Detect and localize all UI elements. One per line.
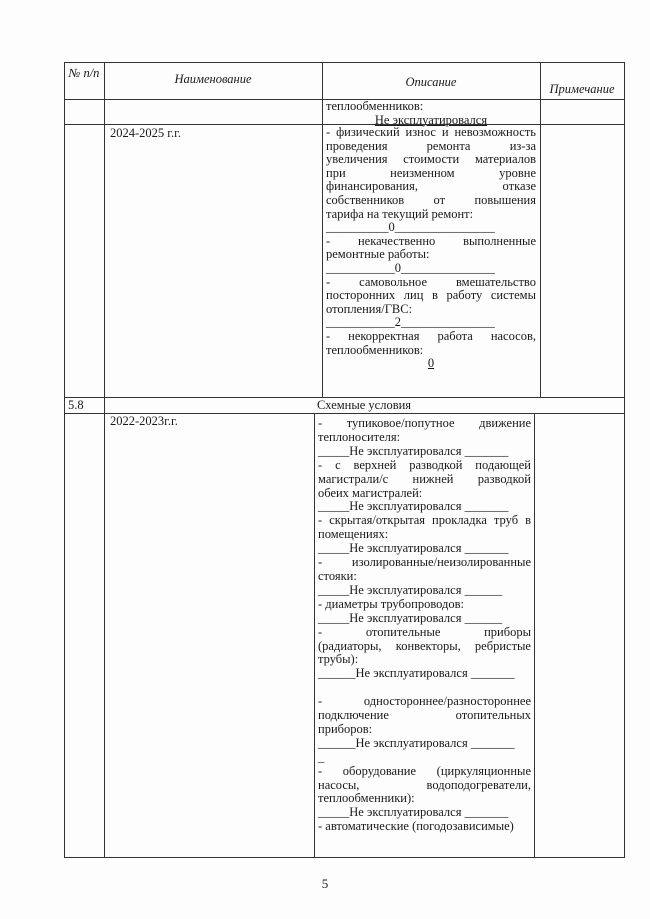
- section-title: Схемные условия: [316, 398, 412, 412]
- desc-line: - автоматические (погодозависимые): [318, 819, 514, 834]
- desc-line: _____Не эксплуатировался ______: [318, 610, 503, 625]
- header-number: № п/п: [68, 66, 100, 80]
- desc-line: ______Не эксплуатировался _______: [318, 666, 515, 681]
- row-name-2024: 2024-2025 г.г.: [110, 126, 181, 140]
- desc-line: стояки:: [318, 568, 357, 583]
- desc-line: финансирования, отказе: [326, 179, 536, 194]
- desc-line: - самовольное вмешательство: [326, 274, 536, 289]
- desc-line: _____Не эксплуатировался _______: [318, 805, 509, 820]
- row-description-2022: [318, 417, 531, 834]
- desc-line: _: [318, 749, 325, 764]
- desc-line: обеих магистралей:: [318, 485, 423, 500]
- desc-line: - некачественно выполненные: [326, 233, 536, 248]
- desc-line: теплообменники):: [318, 791, 415, 806]
- desc-line: _____Не эксплуатировался _______: [318, 443, 509, 458]
- desc-line: _____Не эксплуатировался ______: [318, 582, 503, 597]
- row-description-2024: [326, 126, 536, 371]
- desc-line: _____Не эксплуатировался _______: [318, 499, 509, 514]
- desc-line: тарифа на текущий ремонт:: [326, 206, 474, 221]
- desc-line: магистрали/с нижней разводкой: [318, 471, 531, 486]
- desc-line: - некорректная работа насосов,: [326, 328, 536, 343]
- table-divider-3b: [534, 413, 535, 857]
- desc-line: ___________0_______________: [326, 260, 495, 275]
- desc-line: подключение отопительных: [318, 708, 531, 723]
- desc-line: __________0________________: [326, 220, 495, 235]
- desc-line: теплообменников:: [326, 99, 424, 113]
- section-number: 5.8: [68, 398, 84, 412]
- desc-line: - физический износ и невозможность: [326, 125, 536, 139]
- table-border-bottom: [64, 857, 625, 858]
- table-divider-3: [540, 62, 541, 397]
- row-line-1a: [64, 124, 104, 125]
- table-divider-1: [104, 62, 105, 857]
- table-divider-2b: [314, 413, 315, 857]
- desc-line: проведения ремонта из-за: [326, 138, 536, 153]
- desc-line: - диаметры трубопроводов:: [318, 596, 465, 611]
- desc-line: отопления/ГВС:: [326, 301, 413, 316]
- desc-line: Не эксплуатировался: [374, 112, 488, 127]
- header-description: Описание: [405, 75, 457, 89]
- desc-line: [318, 681, 531, 695]
- desc-line: - скрытая/открытая прокладка труб в: [318, 513, 531, 528]
- desc-line: при неизменном уровне: [326, 165, 536, 180]
- table-border-right: [624, 62, 625, 857]
- desc-line: - отопительные приборы: [318, 624, 531, 639]
- table-border-left: [64, 62, 65, 857]
- desc-line: 0: [427, 356, 435, 371]
- desc-line: приборов:: [318, 721, 373, 736]
- desc-line: - изолированные/неизолированные: [318, 555, 531, 570]
- desc-line: ремонтные работы:: [326, 247, 430, 262]
- page-number: 5: [321, 876, 329, 891]
- desc-line: (радиаторы, конвекторы, ребристые: [318, 638, 531, 653]
- header-note: Примечание: [549, 82, 615, 96]
- desc-line: трубы):: [318, 652, 359, 667]
- row-name-2022: 2022-2023г.г.: [110, 414, 178, 428]
- desc-line: - с верхней разводкой подающей: [318, 457, 531, 472]
- desc-line: - оборудование (циркуляционные: [318, 763, 531, 778]
- header-name: Наименование: [174, 72, 252, 86]
- desc-line: посторонних лиц в работу системы: [326, 288, 536, 303]
- desc-line: _____Не эксплуатировался _______: [318, 541, 509, 556]
- table-border-top: [64, 62, 625, 63]
- desc-line: помещениях:: [318, 527, 389, 542]
- desc-line: ______Не эксплуатировался _______: [318, 735, 515, 750]
- continuation-description: [326, 100, 536, 127]
- desc-line: теплоносителя:: [318, 429, 401, 444]
- desc-line: - тупиковое/попутное движение: [318, 416, 531, 430]
- desc-line: теплообменников:: [326, 342, 424, 357]
- table-divider-2: [322, 62, 323, 397]
- desc-line: насосы, водоподогреватели,: [318, 777, 531, 792]
- desc-line: ___________2_______________: [326, 315, 495, 330]
- desc-line: - одностороннее/разностороннее: [318, 694, 531, 709]
- desc-line: увеличения стоимости материалов: [326, 152, 536, 167]
- desc-line: собственников от повышения: [326, 192, 536, 207]
